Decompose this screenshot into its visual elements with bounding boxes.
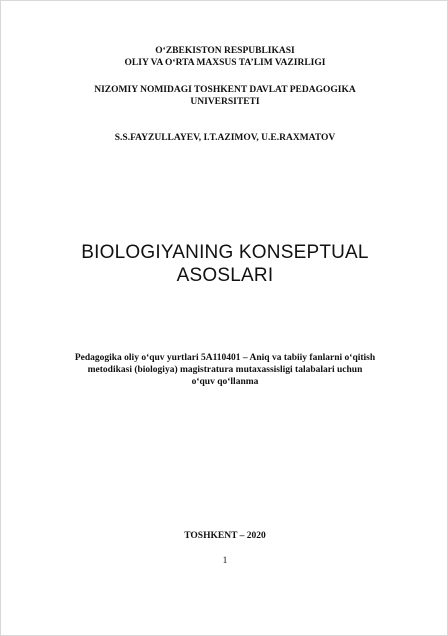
authors: S.S.FAYZULLAYEV, I.T.AZIMOV, U.E.RAXMATOV bbox=[114, 133, 336, 143]
description-line3: o‘quv qo‘llanma bbox=[191, 377, 259, 387]
book-title-line2: ASOSLARI bbox=[176, 265, 274, 286]
university-name-line2: UNIVERSITETI bbox=[190, 97, 260, 107]
description-line2: metodikasi (biologiya) magistratura mutaxassisligi talabalari uchun bbox=[87, 365, 363, 375]
university-name-line1: NIZOMIY NOMIDAGI TOSHKENT DAVLAT PEDAGOGIKA bbox=[94, 85, 356, 95]
ministry-country: O‘ZBEKISTON RESPUBLIKASI bbox=[155, 46, 295, 56]
description-line1: Pedagogika oliy o‘quv yurtlari 5A110401 – Aniq va tabiiy fanlarni o‘qitish bbox=[74, 353, 376, 363]
ministry-name: OLIY VA O‘RTA MAXSUS TA’LIM VAZIRLIGI bbox=[124, 58, 326, 68]
place-year: TOSHKENT – 2020 bbox=[184, 531, 266, 541]
book-title-line1: BIOLOGIYANING KONSEPTUAL bbox=[81, 242, 369, 263]
page-number: 1 bbox=[222, 556, 228, 566]
